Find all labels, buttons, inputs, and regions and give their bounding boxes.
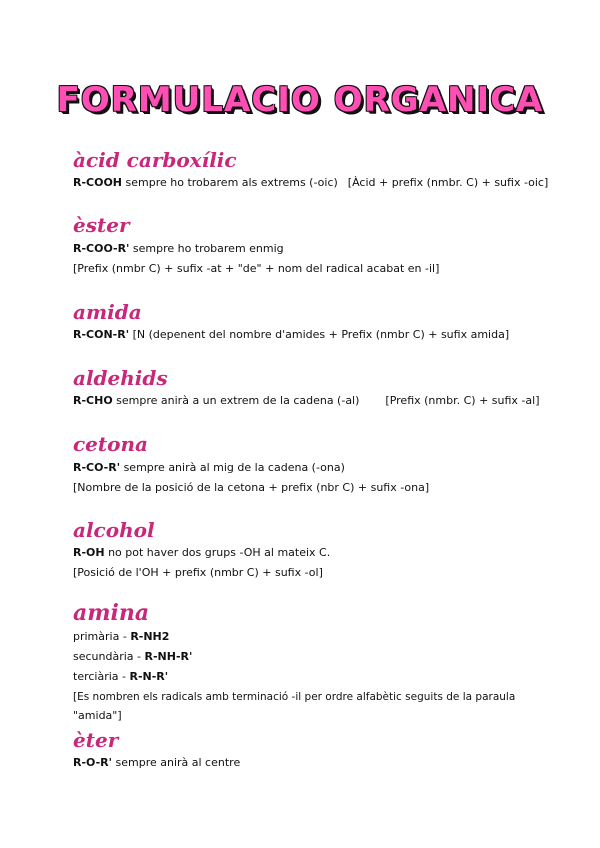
ester-formula: R-COO-R' — [73, 242, 130, 255]
eter-line — [73, 756, 240, 770]
amina-secundaria-formula: R-NH-R' — [144, 650, 193, 663]
acid-line — [73, 176, 548, 190]
eter-formula: R-O-R' — [73, 756, 112, 769]
alcohol-line — [73, 546, 330, 560]
aldehids-rule: [Prefix (nmbr. C) + sufix -al] — [385, 394, 540, 407]
amina-secundaria-label: secundària - — [73, 650, 145, 663]
amina-terciaria — [73, 670, 168, 684]
aldehids-line — [73, 394, 539, 408]
amina-terciaria-formula: R-N-R' — [129, 670, 169, 683]
heading-aldehids: aldehids — [73, 366, 168, 390]
cetona-rule: [Nombre de la posició de la cetona + prefix (nbr C) + sufix -ona] — [73, 481, 430, 494]
ester-rule: [Prefix (nmbr C) + sufix -at + "de" + nom del radical acabat en -il] — [73, 262, 440, 275]
heading-ester: èster — [73, 213, 130, 237]
amina-primaria-formula: R-NH2 — [130, 630, 170, 643]
heading-amina: amina — [73, 600, 150, 626]
ester-desc: sempre ho trobarem enmig — [129, 242, 284, 255]
amida-formula: R-CON-R' — [73, 328, 130, 341]
amina-primaria — [73, 630, 169, 644]
alcohol-rule: [Posició de l'OH + prefix (nmbr C) + sufix -ol] — [73, 566, 323, 579]
heading-cetona: cetona — [73, 432, 148, 456]
heading-amida: amida — [73, 300, 142, 324]
cetona-line — [73, 461, 345, 475]
amina-secundaria — [73, 650, 192, 664]
amina-rule-line2: "amida"] — [73, 709, 122, 722]
cetona-formula: R-CO-R' — [73, 461, 121, 474]
alcohol-formula: R-OH — [73, 546, 105, 559]
heading-eter: èter — [73, 728, 119, 752]
page-title: FORMULACIO ORGANICA — [56, 80, 544, 120]
alcohol-desc: no pot haver dos grups -OH al mateix C. — [104, 546, 331, 559]
amina-primaria-label: primària - — [73, 630, 131, 643]
amina-terciaria-label: terciària - — [73, 670, 130, 683]
acid-desc: sempre ho trobarem als extrems (-oic) — [122, 176, 338, 189]
amina-rule-line1: [Es nombren els radicals amb terminació -il per ordre alfabètic seguits de la paraula — [73, 691, 516, 703]
aldehids-formula: R-CHO — [73, 394, 113, 407]
cetona-desc: sempre anirà al mig de la cadena (-ona) — [120, 461, 345, 474]
amida-line — [73, 328, 509, 342]
heading-acid: àcid carboxílic — [73, 148, 237, 172]
acid-formula: R-COOH — [73, 176, 123, 189]
eter-desc: sempre anirà al centre — [112, 756, 241, 769]
heading-alcohol: alcohol — [73, 518, 155, 542]
ester-line — [73, 242, 284, 256]
amida-desc: [N (depenent del nombre d'amides + Prefix (nmbr C) + sufix amida] — [129, 328, 510, 341]
aldehids-desc: sempre anirà a un extrem de la cadena (-al) — [112, 394, 360, 407]
acid-rule: [Àcid + prefix (nmbr. C) + sufix -oic] — [347, 176, 549, 189]
